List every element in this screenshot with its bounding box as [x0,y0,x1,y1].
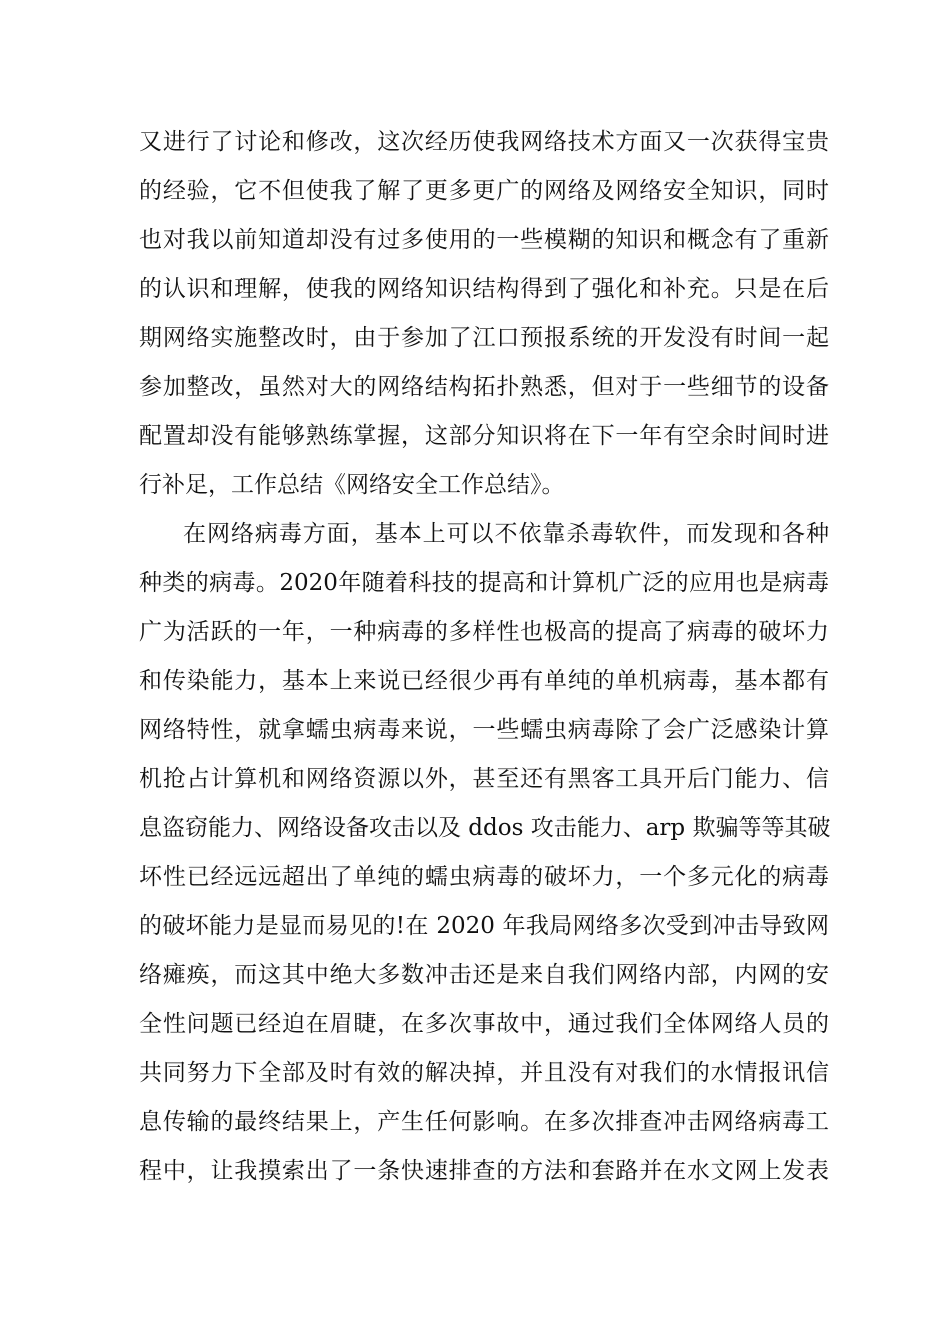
text-line: 配置却没有能够熟练掌握，这部分知识将在下一年有空余时间时进 [139,423,829,449]
text-line: 络瘫痪，而这其中绝大多数冲击还是来自我们网络内部，内网的安 [139,962,829,988]
text-line: 坏性已经远远超出了单纯的蠕虫病毒的破坏力，一个多元化的病毒 [139,864,829,890]
text-line: 共同努力下全部及时有效的解决掉，并且没有对我们的水情报讯信 [139,1060,829,1086]
text-line: 种类的病毒。2020年随着科技的提高和计算机广泛的应用也是病毒 [139,570,829,596]
text-line: 又进行了讨论和修改，这次经历使我网络技术方面又一次获得宝贵 [139,129,829,155]
text-line: 的经验，它不但使我了解了更多更广的网络及网络安全知识，同时 [139,178,829,204]
text-line: 的认识和理解，使我的网络知识结构得到了强化和补充。只是在后 [139,276,829,302]
paragraph-1 [139,118,829,510]
text-line: 广为活跃的一年，一种病毒的多样性也极高的提高了病毒的破坏力 [139,619,829,645]
text-line: 也对我以前知道却没有过多使用的一些模糊的知识和概念有了重新 [139,227,829,253]
text-line: 在网络病毒方面，基本上可以不依靠杀毒软件，而发现和各种 [183,521,829,547]
text-line: 全性问题已经迫在眉睫，在多次事故中，通过我们全体网络人员的 [139,1011,829,1037]
text-line: 参加整改，虽然对大的网络结构拓扑熟悉，但对于一些细节的设备 [139,374,829,400]
text-line: 期网络实施整改时，由于参加了江口预报系统的开发没有时间一起 [139,325,829,351]
text-line: 机抢占计算机和网络资源以外，甚至还有黑客工具开后门能力、信 [139,766,829,792]
text-line: 和传染能力，基本上来说已经很少再有单纯的单机病毒，基本都有 [139,668,829,694]
text-line: 程中，让我摸索出了一条快速排查的方法和套路并在水文网上发表 [139,1158,829,1184]
text-line: 网络特性，就拿蠕虫病毒来说，一些蠕虫病毒除了会广泛感染计算 [139,717,829,743]
text-line: 息盗窃能力、网络设备攻击以及 ddos 攻击能力、arp 欺骗等等其破 [139,815,831,841]
text-line: 行补足，工作总结《网络安全工作总结》。 [139,472,565,498]
body-text [139,118,829,1196]
text-line: 的破坏能力是显而易见的!在 2020 年我局网络多次受到冲击导致网 [139,913,829,939]
paragraph-2 [139,510,829,1196]
text-line: 息传输的最终结果上，产生任何影响。在多次排查冲击网络病毒工 [139,1109,829,1135]
